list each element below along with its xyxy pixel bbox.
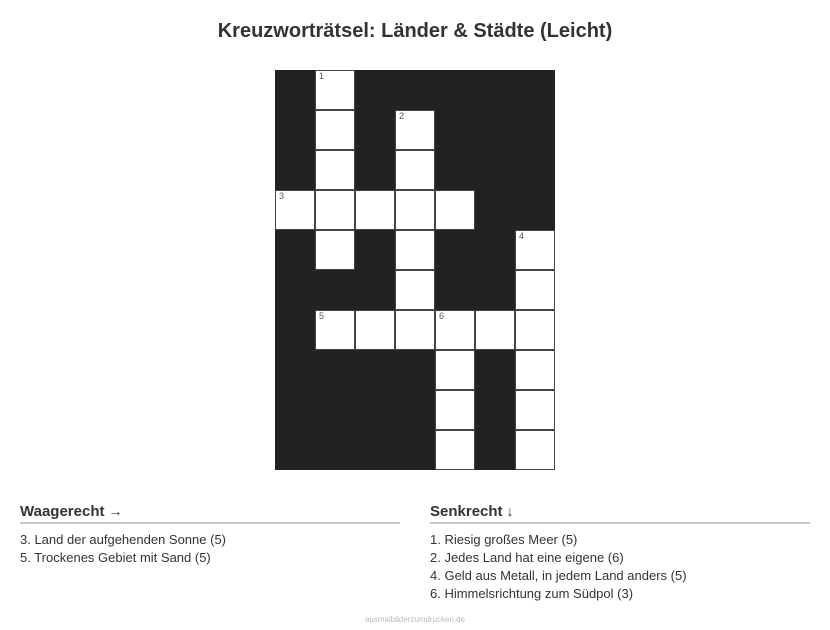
crossword-cell[interactable]	[515, 310, 555, 350]
cell-number: 3	[279, 191, 285, 201]
cell-number: 2	[399, 111, 405, 121]
crossword-cell[interactable]	[315, 310, 355, 350]
down-arrow-icon: ↓	[506, 503, 514, 519]
cell-number: 4	[519, 231, 525, 241]
crossword-cell[interactable]	[515, 230, 555, 270]
crossword-cell[interactable]	[355, 310, 395, 350]
crossword-cell[interactable]	[395, 270, 435, 310]
crossword-cell[interactable]	[315, 110, 355, 150]
across-clue-item: 5. Trockenes Gebiet mit Sand (5)	[20, 550, 211, 565]
crossword-cell[interactable]	[355, 190, 395, 230]
cell-number: 6	[439, 311, 445, 321]
crossword-cell[interactable]	[315, 230, 355, 270]
down-heading-label: Senkrecht	[430, 503, 503, 520]
crossword-cell[interactable]	[395, 190, 435, 230]
crossword-cell[interactable]	[475, 310, 515, 350]
crossword-cell[interactable]	[435, 350, 475, 390]
cell-number: 1	[319, 71, 325, 81]
crossword-cell[interactable]	[315, 150, 355, 190]
crossword-cell[interactable]	[435, 190, 475, 230]
down-heading	[430, 502, 810, 524]
crossword-cell[interactable]	[435, 390, 475, 430]
across-heading	[20, 502, 400, 524]
footer-watermark: ausmalbilderzumdrucken.de	[364, 615, 466, 624]
down-clue-item: 6. Himmelsrichtung zum Südpol (3)	[430, 586, 634, 601]
down-clue-item: 1. Riesig großes Meer (5)	[430, 532, 578, 547]
crossword-cell[interactable]	[395, 230, 435, 270]
down-clues-section	[430, 502, 810, 603]
crossword-cell[interactable]	[435, 310, 475, 350]
across-heading-label: Waagerecht	[20, 503, 105, 520]
crossword-cell[interactable]	[515, 270, 555, 310]
down-clue-item: 4. Geld aus Metall, in jedem Land anders (5)	[430, 568, 687, 583]
crossword-grid	[275, 70, 555, 470]
down-clue-item: 2. Jedes Land hat eine eigene (6)	[430, 550, 624, 565]
right-arrow-icon: →	[108, 503, 123, 519]
across-clue-item: 3. Land der aufgehenden Sonne (5)	[20, 532, 227, 547]
down-clue-list	[430, 531, 810, 603]
crossword-cell[interactable]	[515, 350, 555, 390]
crossword-cell[interactable]	[395, 310, 435, 350]
crossword-cell[interactable]	[435, 430, 475, 470]
crossword-cell[interactable]	[395, 150, 435, 190]
crossword-cell[interactable]	[315, 190, 355, 230]
crossword-cell[interactable]	[395, 110, 435, 150]
crossword-cell[interactable]	[275, 190, 315, 230]
crossword-cell[interactable]	[515, 390, 555, 430]
page-title: Kreuzworträtsel: Länder & Städte (Leicht)	[217, 20, 613, 42]
crossword-cell[interactable]	[515, 430, 555, 470]
across-clue-list	[20, 531, 400, 567]
crossword-cell[interactable]	[315, 70, 355, 110]
cell-number: 5	[319, 311, 325, 321]
across-clues-section	[20, 502, 400, 567]
